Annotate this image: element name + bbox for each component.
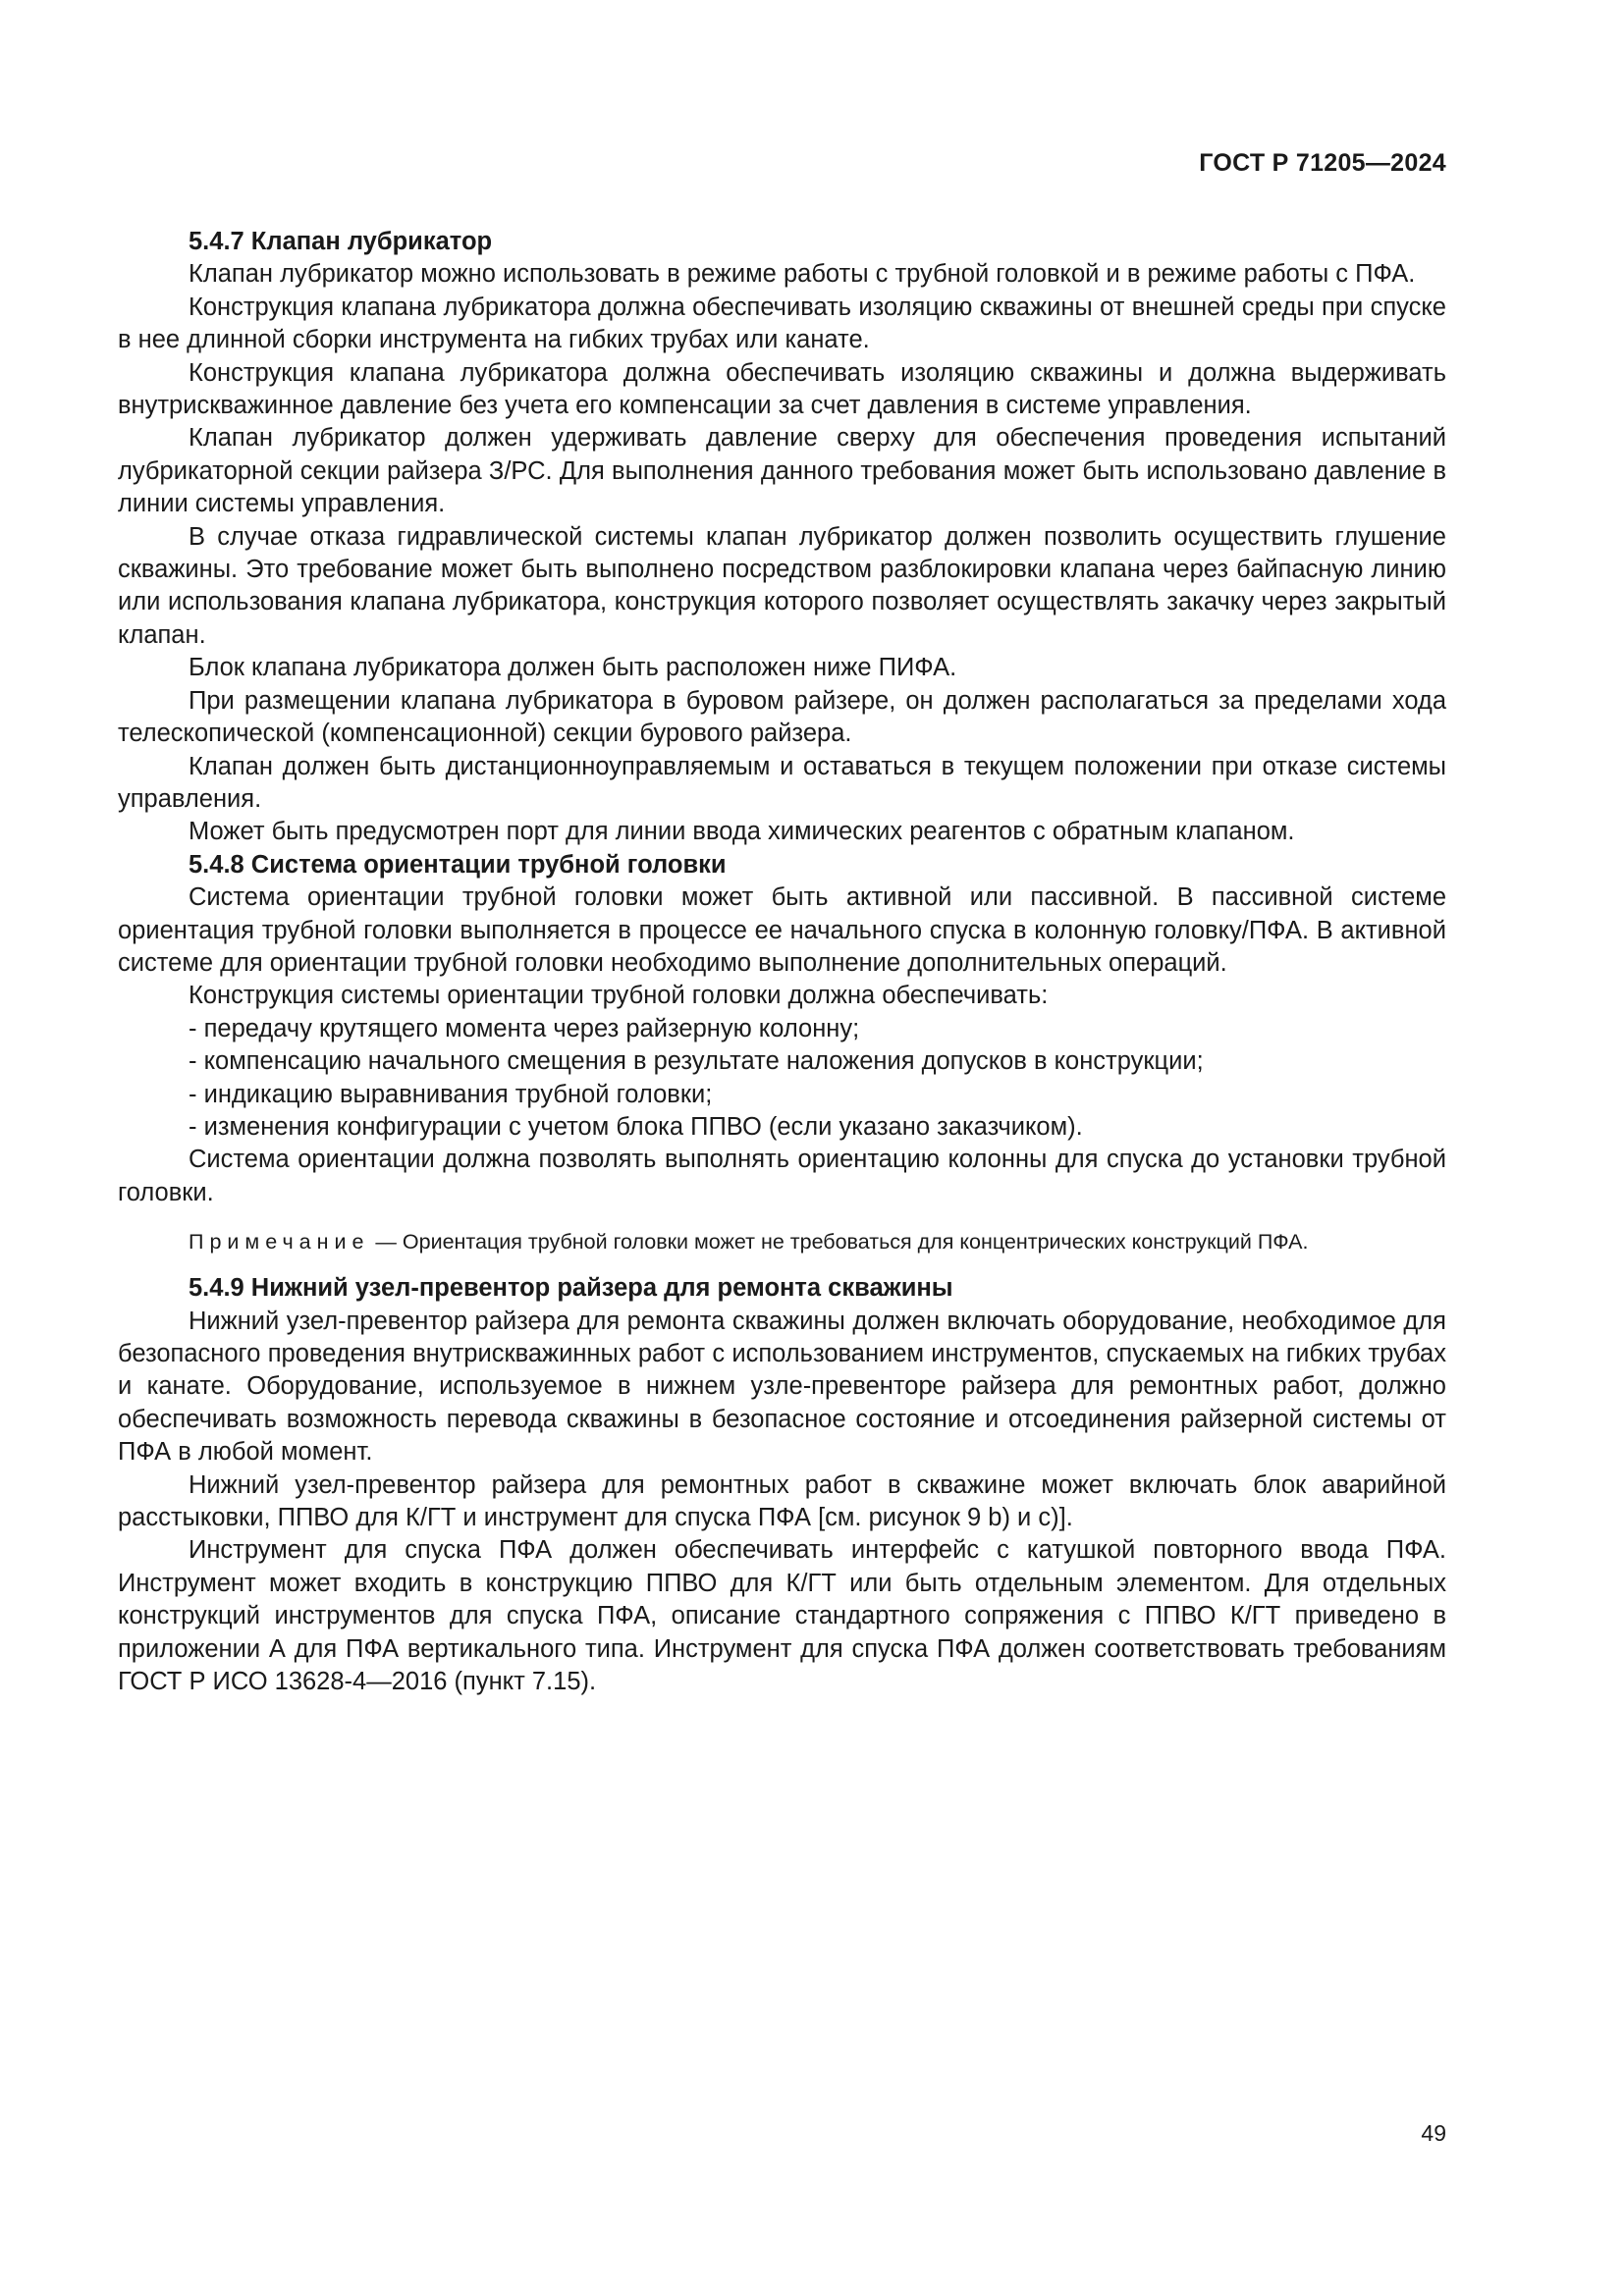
paragraph: Инструмент для спуска ПФА должен обеспечивать интерфейс с катушкой повторного ввода ПФА. Инструмент может входить в конструкцию ППВО для К/ГТ или быть отдельным элементом. Для отдельных конструкций инструментов для спуска ПФА, описание стандартного сопряжения с ППВО К/ГТ приведено в приложении А для ПФА вертикального типа. Инструмент для спуска ПФА должен соответствовать требованиям ГОСТ Р ИСО 13628-4—2016 (пункт 7.15).	[118, 1536, 1446, 1696]
paragraph: Система ориентации трубной головки может быть активной или пассивной. В пассивной системе ориентация трубной головки выполняется в процессе ее начального спуска в колонную головку/ПФА. В активной системе для ориентации трубной головки необходимо выполнение дополнительных операций.	[118, 883, 1446, 977]
paragraph: Конструкция клапана лубрикатора должна обеспечивать изоляцию скважины от внешней среды при спуске в нее длинной сборки инструмента на гибких трубах или канате.	[118, 293, 1446, 354]
page-number: 49	[1421, 2120, 1446, 2146]
document-page	[118, 0, 1446, 2296]
note	[118, 1227, 1446, 1256]
paragraph: Блок клапана лубрикатора должен быть расположен ниже ПИФА.	[189, 654, 957, 682]
requirements-list	[118, 1013, 1446, 1145]
list-item: - изменения конфигурации с учетом блока ППВО (если указано заказчиком).	[189, 1112, 1083, 1141]
section-heading-5-4-7: 5.4.7 Клапан лубрикатор	[189, 228, 493, 255]
paragraph: Нижний узел-превентор райзера для ремонтных работ в скважине может включать блок аварийной расстыковки, ППВО для К/ГТ и инструмент для спуска ПФА [см. рисунок 9 b) и c)].	[118, 1470, 1446, 1532]
paragraph: Клапан должен быть дистанционноуправляемым и оставаться в текущем положении при отказе системы управления.	[118, 752, 1446, 813]
section-heading-5-4-9: 5.4.9 Нижний узел-превентор райзера для ремонта скважины	[189, 1274, 953, 1303]
document-header: ГОСТ Р 71205—2024	[1199, 149, 1446, 177]
document-body	[118, 226, 1446, 1698]
list-item: - передачу крутящего момента через райзерную колонну;	[189, 1014, 860, 1042]
paragraph: Конструкция клапана лубрикатора должна обеспечивать изоляцию скважины и должна выдерживать внутрискважинное давление без учета его компенсации за счет давления в системе управления.	[118, 358, 1446, 420]
paragraph: В случае отказа гидравлической системы клапан лубрикатор должен позволить осуществить глушение скважины. Это требование может быть выполнено посредством разблокировки клапана через байпасную линию или использования клапана лубрикатора, конструкция которого позволяет осуществлять закачку через закрытый клапан.	[118, 522, 1446, 649]
list-item: - индикацию выравнивания трубной головки;	[189, 1080, 713, 1108]
paragraph: Может быть предусмотрен порт для линии ввода химических реагентов с обратным клапаном.	[189, 818, 1295, 846]
paragraph: Нижний узел-превентор райзера для ремонта скважины должен включать оборудование, необходимое для безопасного проведения внутрискважинных работ с использованием инструментов, спускаемых на гибких трубах и канате. Оборудование, используемое в нижнем узле-превенторе райзера для ремонтных работ, должно обеспечивать возможность перевода скважины в безопасное состояние и отсоединения райзерной системы от ПФА в любой момент.	[118, 1307, 1446, 1467]
list-item: - компенсацию начального смещения в результате наложения допусков в конструкции;	[189, 1047, 1204, 1076]
paragraph: Система ориентации должна позволять выполнять ориентацию колонны для спуска до установки трубной головки.	[118, 1146, 1446, 1206]
note-text: — Ориентация трубной головки может не требоваться для концентрических конструкций ПФА.	[369, 1230, 1309, 1255]
paragraph: Клапан лубрикатор должен удерживать давление сверху для обеспечения проведения испытаний лубрикаторной секции райзера З/РС. Для выполнения данного требования может быть использовано давление в линии системы управления.	[118, 424, 1446, 518]
paragraph: При размещении клапана лубрикатора в буровом райзере, он должен располагаться за пределами хода телескопической (компенсационной) секции бурового райзера.	[118, 686, 1446, 748]
paragraph: Клапан лубрикатор можно использовать в режиме работы с трубной головкой и в режиме работы с ПФА.	[189, 260, 1416, 289]
paragraph: Конструкция системы ориентации трубной головки должна обеспечивать:	[189, 982, 1049, 1010]
section-heading-5-4-8: 5.4.8 Система ориентации трубной головки	[189, 850, 727, 879]
note-label: Примечание	[189, 1230, 370, 1255]
